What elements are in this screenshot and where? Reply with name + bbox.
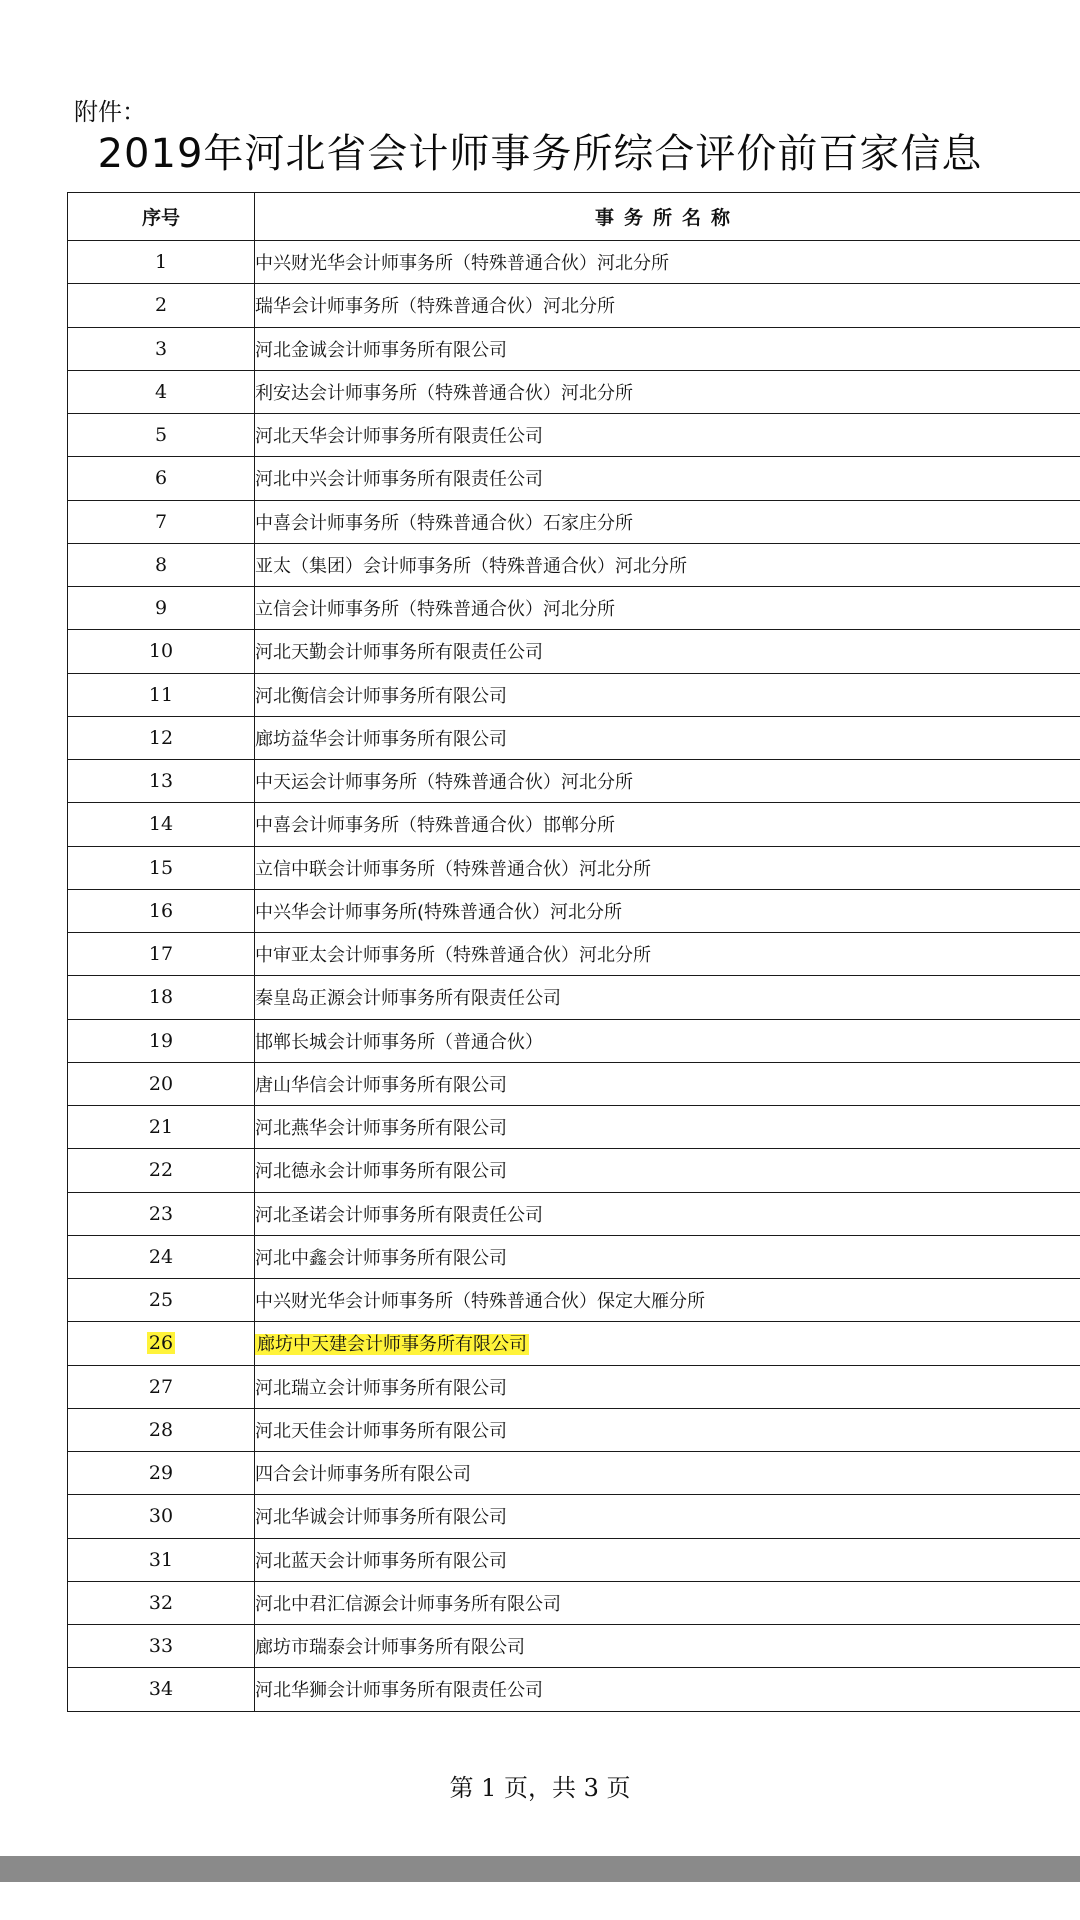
table-row — [68, 1019, 1080, 1062]
row-firm-name — [255, 1235, 1080, 1278]
table-row — [68, 1495, 1080, 1538]
table-row — [68, 1235, 1080, 1278]
serial-number-text: 22 — [148, 1159, 174, 1182]
row-firm-name — [255, 284, 1080, 327]
row-firm-name — [255, 933, 1080, 976]
row-firm-name — [255, 630, 1080, 673]
serial-number-text: 26 — [148, 1332, 174, 1355]
row-firm-name — [255, 414, 1080, 457]
firm-name-text: 秦皇岛正源会计师事务所有限责任公司 — [255, 988, 561, 1010]
serial-number-text: 14 — [148, 813, 174, 836]
row-firm-name — [255, 1106, 1080, 1149]
firm-name-text: 廊坊市瑞泰会计师事务所有限公司 — [255, 1637, 525, 1659]
row-serial-number — [68, 1668, 255, 1711]
firm-name-text: 河北中君汇信源会计师事务所有限公司 — [255, 1593, 561, 1615]
table-row — [68, 1408, 1080, 1451]
row-firm-name — [255, 1322, 1080, 1365]
serial-number-text: 31 — [148, 1548, 174, 1571]
serial-number-text: 17 — [148, 943, 174, 966]
firm-list-table — [67, 192, 1080, 1712]
row-firm-name — [255, 370, 1080, 413]
row-serial-number — [68, 1495, 255, 1538]
serial-number-text: 23 — [148, 1202, 174, 1225]
row-firm-name — [255, 500, 1080, 543]
row-serial-number — [68, 1192, 255, 1235]
serial-number-text: 34 — [148, 1678, 174, 1701]
firm-name-text: 瑞华会计师事务所（特殊普通合伙）河北分所 — [255, 296, 615, 318]
firm-name-text: 河北天勤会计师事务所有限责任公司 — [255, 642, 543, 664]
table-row — [68, 370, 1080, 413]
table-row — [68, 803, 1080, 846]
table-row — [68, 1106, 1080, 1149]
row-firm-name — [255, 1019, 1080, 1062]
table-row — [68, 1365, 1080, 1408]
row-serial-number — [68, 1106, 255, 1149]
row-serial-number — [68, 1365, 255, 1408]
header-firm-name: 事务所名称 — [255, 193, 1080, 241]
table-row — [68, 846, 1080, 889]
table-row — [68, 1062, 1080, 1105]
row-serial-number — [68, 976, 255, 1019]
firm-name-text: 河北蓝天会计师事务所有限公司 — [255, 1550, 507, 1572]
row-serial-number — [68, 1581, 255, 1624]
table-row — [68, 976, 1080, 1019]
table-row — [68, 630, 1080, 673]
document-title: 2019年河北省会计师事务所综合评价前百家信息 — [97, 131, 983, 177]
row-firm-name — [255, 889, 1080, 932]
serial-number-text: 32 — [148, 1591, 174, 1614]
row-firm-name — [255, 1279, 1080, 1322]
row-firm-name — [255, 457, 1080, 500]
row-serial-number — [68, 1452, 255, 1495]
row-firm-name — [255, 1452, 1080, 1495]
firm-name-text: 河北圣诺会计师事务所有限责任公司 — [255, 1204, 543, 1226]
row-serial-number — [68, 1279, 255, 1322]
serial-number-text: 5 — [154, 424, 168, 447]
firm-name-text: 河北天华会计师事务所有限责任公司 — [255, 426, 543, 448]
row-serial-number — [68, 327, 255, 370]
row-serial-number — [68, 414, 255, 457]
serial-number-text: 13 — [148, 770, 174, 793]
table-row — [68, 933, 1080, 976]
row-firm-name — [255, 760, 1080, 803]
serial-number-text: 9 — [154, 597, 168, 620]
row-serial-number — [68, 673, 255, 716]
table-row — [68, 587, 1080, 630]
serial-number-text: 16 — [148, 899, 174, 922]
firm-name-text: 利安达会计师事务所（特殊普通合伙）河北分所 — [255, 382, 633, 404]
firm-name-text: 河北金诚会计师事务所有限公司 — [255, 339, 507, 361]
row-firm-name — [255, 1192, 1080, 1235]
row-firm-name — [255, 673, 1080, 716]
row-firm-name — [255, 846, 1080, 889]
table-row — [68, 889, 1080, 932]
row-serial-number — [68, 1322, 255, 1365]
row-firm-name — [255, 241, 1080, 284]
firm-name-text: 立信会计师事务所（特殊普通合伙）河北分所 — [255, 599, 615, 621]
serial-number-text: 30 — [148, 1505, 174, 1528]
firm-name-text: 廊坊益华会计师事务所有限公司 — [255, 728, 507, 750]
row-serial-number — [68, 1062, 255, 1105]
row-firm-name — [255, 803, 1080, 846]
row-serial-number — [68, 1235, 255, 1278]
row-serial-number — [68, 803, 255, 846]
row-serial-number — [68, 760, 255, 803]
table-row — [68, 760, 1080, 803]
table-row — [68, 1452, 1080, 1495]
row-firm-name — [255, 1408, 1080, 1451]
firm-name-text: 立信中联会计师事务所（特殊普通合伙）河北分所 — [255, 858, 651, 880]
serial-number-text: 12 — [148, 726, 174, 749]
row-serial-number — [68, 457, 255, 500]
table-row — [68, 414, 1080, 457]
table-row — [68, 1149, 1080, 1192]
header-serial-number: 序号 — [68, 193, 255, 241]
row-serial-number — [68, 587, 255, 630]
firm-name-text: 中兴财光华会计师事务所（特殊普通合伙）保定大雁分所 — [255, 1291, 705, 1313]
firm-name-text: 河北瑞立会计师事务所有限公司 — [255, 1377, 507, 1399]
row-serial-number — [68, 716, 255, 759]
firm-name-text: 中喜会计师事务所（特殊普通合伙）石家庄分所 — [255, 512, 633, 534]
table-row — [68, 1279, 1080, 1322]
serial-number-text: 7 — [154, 510, 168, 533]
serial-number-text: 1 — [154, 251, 168, 274]
firm-name-text: 邯郸长城会计师事务所（普通合伙） — [255, 1031, 543, 1053]
firm-name-text: 亚太（集团）会计师事务所（特殊普通合伙）河北分所 — [255, 555, 687, 577]
serial-number-text: 8 — [154, 553, 168, 576]
table-row — [68, 716, 1080, 759]
row-serial-number — [68, 284, 255, 327]
row-firm-name — [255, 976, 1080, 1019]
serial-number-text: 20 — [148, 1072, 174, 1095]
row-firm-name — [255, 1625, 1080, 1668]
firm-name-text: 中天运会计师事务所（特殊普通合伙）河北分所 — [255, 772, 633, 794]
firm-name-text: 河北德永会计师事务所有限公司 — [255, 1161, 507, 1183]
serial-number-text: 11 — [148, 683, 174, 706]
row-firm-name — [255, 1668, 1080, 1711]
row-serial-number — [68, 1538, 255, 1581]
serial-number-text: 6 — [154, 467, 168, 490]
serial-number-text: 21 — [148, 1116, 174, 1139]
row-firm-name — [255, 327, 1080, 370]
serial-number-text: 29 — [148, 1462, 174, 1485]
row-firm-name — [255, 1062, 1080, 1105]
firm-name-text: 河北华狮会计师事务所有限责任公司 — [255, 1680, 543, 1702]
table-row — [68, 1625, 1080, 1668]
firm-name-text: 河北华诚会计师事务所有限公司 — [255, 1507, 507, 1529]
table-row — [68, 1192, 1080, 1235]
bottom-bar — [0, 1856, 1080, 1882]
row-firm-name — [255, 1149, 1080, 1192]
firm-name-text: 河北天佳会计师事务所有限公司 — [255, 1420, 507, 1442]
row-serial-number — [68, 846, 255, 889]
table-row — [68, 1581, 1080, 1624]
firm-name-text: 中审亚太会计师事务所（特殊普通合伙）河北分所 — [255, 945, 651, 967]
row-serial-number — [68, 1408, 255, 1451]
table-row — [68, 673, 1080, 716]
firm-name-text: 河北中鑫会计师事务所有限公司 — [255, 1247, 507, 1269]
firm-name-text: 中兴财光华会计师事务所（特殊普通合伙）河北分所 — [255, 253, 669, 275]
row-firm-name — [255, 1581, 1080, 1624]
firm-name-text: 中兴华会计师事务所(特殊普通合伙）河北分所 — [255, 901, 623, 923]
firm-name-text: 唐山华信会计师事务所有限公司 — [255, 1074, 507, 1096]
row-firm-name — [255, 1495, 1080, 1538]
table-row — [68, 457, 1080, 500]
row-firm-name — [255, 1538, 1080, 1581]
attachment-label: 附件： — [74, 98, 146, 126]
firm-name-text: 四合会计师事务所有限公司 — [255, 1464, 471, 1486]
serial-number-text: 24 — [148, 1245, 174, 1268]
table-row — [68, 1322, 1080, 1365]
row-firm-name — [255, 587, 1080, 630]
table-row — [68, 284, 1080, 327]
serial-number-text: 10 — [148, 640, 174, 663]
table-body — [68, 241, 1080, 1712]
row-firm-name — [255, 1365, 1080, 1408]
row-serial-number — [68, 241, 255, 284]
row-serial-number — [68, 1625, 255, 1668]
row-serial-number — [68, 370, 255, 413]
table-row — [68, 1538, 1080, 1581]
row-serial-number — [68, 889, 255, 932]
row-serial-number — [68, 933, 255, 976]
row-serial-number — [68, 630, 255, 673]
firm-name-text: 中喜会计师事务所（特殊普通合伙）邯郸分所 — [255, 815, 615, 837]
serial-number-text: 4 — [154, 380, 168, 403]
table-row — [68, 500, 1080, 543]
table-row — [68, 327, 1080, 370]
table-row — [68, 543, 1080, 586]
serial-number-text: 28 — [148, 1418, 174, 1441]
row-serial-number — [68, 1149, 255, 1192]
serial-number-text: 27 — [148, 1375, 174, 1398]
row-firm-name — [255, 543, 1080, 586]
table-header-row — [68, 193, 1080, 241]
table-row — [68, 1668, 1080, 1711]
firm-name-text: 廊坊中天建会计师事务所有限公司 — [257, 1334, 527, 1356]
serial-number-text: 2 — [154, 294, 168, 317]
firm-name-text: 河北燕华会计师事务所有限公司 — [255, 1118, 507, 1140]
serial-number-text: 25 — [148, 1289, 174, 1312]
row-serial-number — [68, 500, 255, 543]
row-serial-number — [68, 543, 255, 586]
row-firm-name — [255, 716, 1080, 759]
firm-name-text: 河北衡信会计师事务所有限公司 — [255, 685, 507, 707]
serial-number-text: 15 — [148, 856, 174, 879]
row-serial-number — [68, 1019, 255, 1062]
firm-name-text: 河北中兴会计师事务所有限责任公司 — [255, 469, 543, 491]
page-footer: 第 1 页，共 3 页 — [449, 1774, 631, 1802]
table-row — [68, 241, 1080, 284]
serial-number-text: 3 — [154, 337, 168, 360]
serial-number-text: 18 — [148, 986, 174, 1009]
serial-number-text: 19 — [148, 1029, 174, 1052]
serial-number-text: 33 — [148, 1635, 174, 1658]
